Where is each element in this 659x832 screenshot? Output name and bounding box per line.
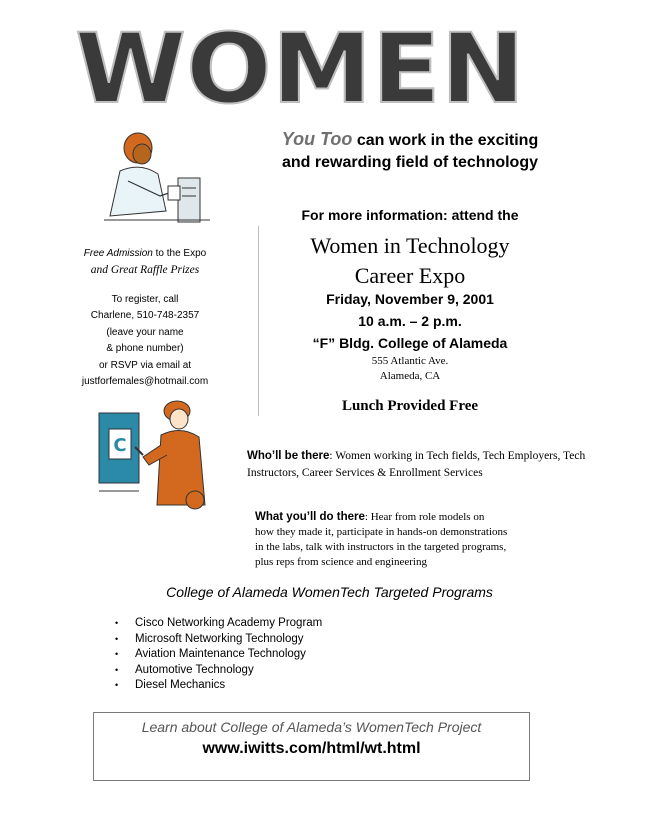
register-line-4: & phone number) bbox=[106, 343, 184, 355]
register-line-1: To register, call bbox=[111, 294, 179, 305]
event-title-line-2: Career Expo bbox=[354, 263, 466, 288]
woman-computer-clipart bbox=[100, 126, 220, 236]
headline-text: WOMEN bbox=[75, 22, 525, 112]
tagline-line-1 bbox=[230, 128, 590, 152]
list-item: • Diesel Mechanics bbox=[115, 678, 322, 694]
programs-list bbox=[115, 616, 322, 694]
event-schedule bbox=[230, 288, 590, 354]
event-building: “F” Bldg. College of Alameda bbox=[312, 335, 508, 351]
address-street: 555 Atlantic Ave. bbox=[371, 355, 449, 367]
who-text: : Women working in Tech fields, Tech Employers, Tech Instructors, Career Services & Enrollment Services bbox=[247, 450, 586, 479]
register-email: justforfemales@hotmail.com bbox=[81, 376, 209, 388]
list-item: • Microsoft Networking Technology bbox=[115, 632, 322, 648]
what-label: What you’ll do there bbox=[255, 511, 365, 523]
event-time: 10 a.m. – 2 p.m. bbox=[358, 313, 462, 329]
admission-line bbox=[40, 245, 250, 262]
list-item: • Automotive Technology bbox=[115, 663, 322, 679]
who-section bbox=[247, 448, 597, 482]
more-info: For more information: attend the bbox=[301, 207, 519, 223]
who-label: Who’ll be there bbox=[247, 450, 330, 462]
to-expo-text: to the Expo bbox=[152, 248, 207, 259]
lunch-notice: Lunch Provided Free bbox=[341, 398, 479, 414]
list-item: • Aviation Maintenance Technology bbox=[115, 647, 322, 663]
free-admission-label: Free Admission bbox=[83, 248, 153, 259]
what-line-4: plus reps from science and engineering bbox=[255, 556, 427, 568]
event-title bbox=[230, 231, 590, 291]
address-city: Alameda, CA bbox=[379, 370, 441, 382]
what-line-1 bbox=[255, 510, 595, 525]
event-title-line-1: Women in Technology bbox=[310, 233, 510, 258]
tagline-emphasis: You Too bbox=[281, 129, 353, 149]
technician-clipart bbox=[95, 395, 215, 510]
what-line-3: in the labs, talk with instructors in the targeted programs, bbox=[255, 541, 507, 553]
footer-box bbox=[93, 712, 530, 781]
register-line-5: or RSVP via email at bbox=[98, 359, 192, 371]
tagline bbox=[230, 128, 590, 174]
programs-title: College of Alameda WomenTech Targeted Programs bbox=[166, 584, 493, 600]
svg-text:C: C bbox=[113, 435, 127, 456]
headline bbox=[70, 22, 530, 112]
what-text-1: : Hear from role models on bbox=[364, 511, 485, 523]
admission-info bbox=[40, 245, 250, 279]
event-date: Friday, November 9, 2001 bbox=[326, 291, 494, 307]
what-line-2: how they made it, participate in hands-on demonstrations bbox=[255, 526, 508, 538]
register-info bbox=[40, 292, 250, 390]
footer-url[interactable]: www.iwitts.com/html/wt.html bbox=[202, 740, 421, 757]
what-section bbox=[255, 510, 595, 570]
tagline-line-2: and rewarding field of technology bbox=[281, 154, 538, 171]
raffle-text: and Great Raffle Prizes bbox=[90, 264, 200, 276]
register-line-3: (leave your name bbox=[106, 326, 184, 338]
register-line-2: Charlene, 510-748-2357 bbox=[90, 310, 200, 322]
list-item: • Cisco Networking Academy Program bbox=[115, 616, 322, 632]
event-address bbox=[230, 354, 590, 384]
tagline-rest: can work in the exciting bbox=[352, 132, 539, 149]
footer-learn: Learn about College of Alameda’s WomenTech Project bbox=[141, 719, 482, 735]
